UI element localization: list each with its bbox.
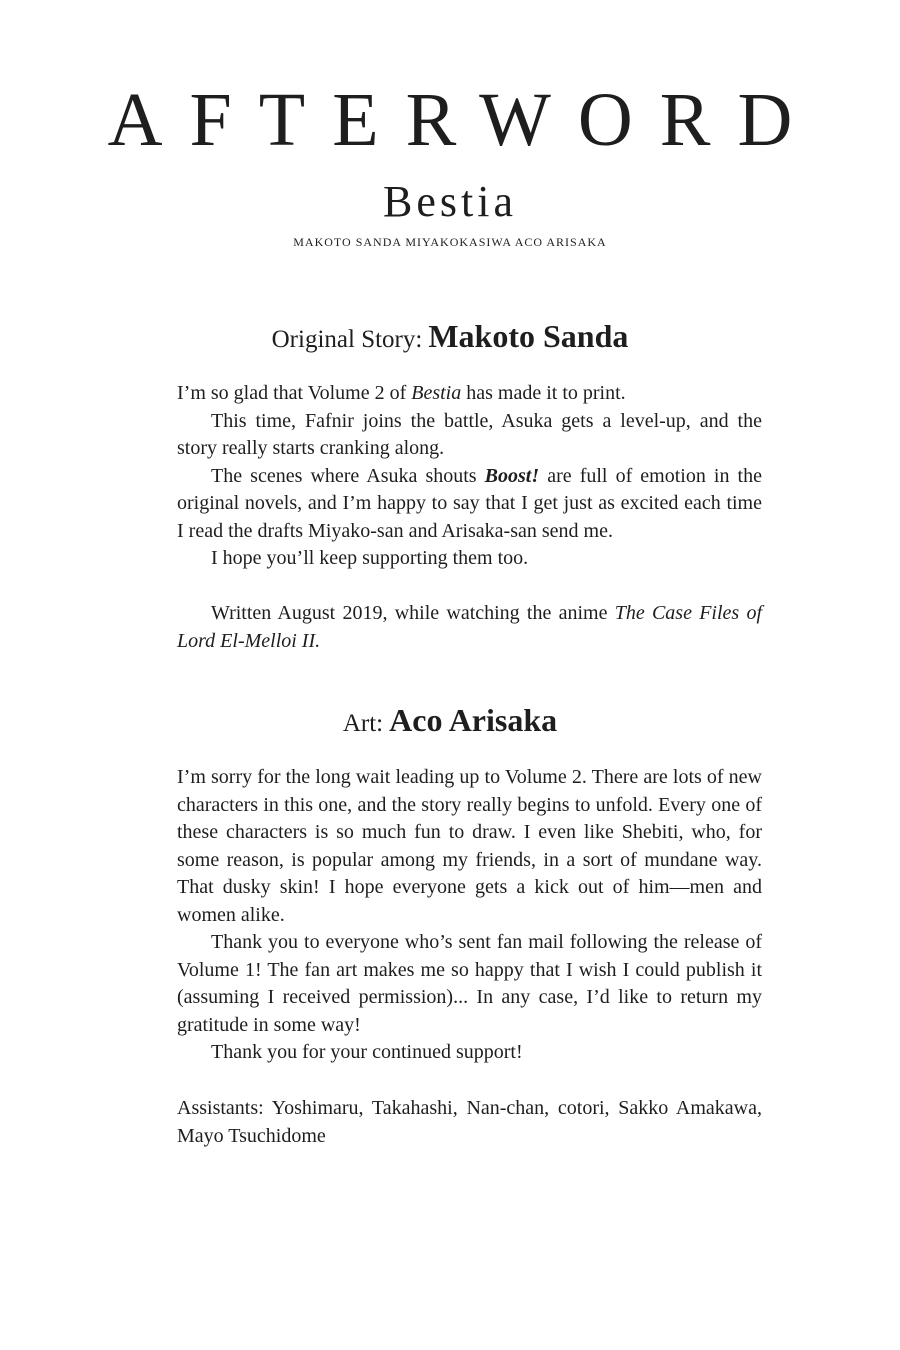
paragraph xyxy=(177,463,762,546)
original-story-text xyxy=(177,380,762,655)
italic-title: The Case Files of Lord El-Melloi II. xyxy=(177,602,762,652)
paragraph: This time, Fafnir joins the battle, Asuka gets a level-up, and the story really starts cranking along. xyxy=(177,409,762,459)
text-run: The scenes where Asuka shouts xyxy=(211,464,485,487)
paragraph: Assistants: Yoshimaru, Takahashi, Nan-chan, cotori, Sakko Amakawa, Mayo Tsuchidome xyxy=(177,1097,762,1147)
section-author-name: Makoto Sanda xyxy=(428,318,629,354)
text-run: I’m so glad that Volume 2 of xyxy=(177,382,412,404)
series-logo: Bestia xyxy=(383,177,517,226)
section-heading-original-story xyxy=(0,320,900,352)
text-run: are full of emotion in the original novels, and I’m happy to say that I get just as excited each time I read the drafts Miyako-san and Arisaka-san send me. xyxy=(177,464,762,542)
page-title: AFTERWORD xyxy=(107,78,820,162)
credits-line: MAKOTO SANDA MIYAKOKASIWA ACO ARISAKA xyxy=(293,235,607,249)
emphasis: Boost! xyxy=(484,464,540,487)
paragraph xyxy=(177,600,762,655)
section-role-label: Art: xyxy=(342,710,384,737)
paragraph: I hope you’ll keep supporting them too. xyxy=(211,547,529,569)
section-heading-art xyxy=(0,704,900,736)
art-text xyxy=(177,764,762,1067)
paragraph: Thank you for your continued support! xyxy=(211,1041,523,1063)
italic-title: Bestia xyxy=(411,382,462,404)
assistants-credits xyxy=(177,1095,762,1150)
section-role-label: Original Story: xyxy=(271,326,423,353)
paragraph: I’m sorry for the long wait leading up to Volume 2. There are lots of new characters in this one, and the story really begins to unfold. Every one of these characters is so much fun to draw. I even like Shebiti, who, for some reason, is popular among my friends, in a sort of mundane way. That dusky skin! I hope everyone gets a kick out of him—men and women alike. xyxy=(177,766,762,926)
text-run: has made it to print. xyxy=(461,382,626,404)
section-author-name: Aco Arisaka xyxy=(389,702,558,738)
paragraph xyxy=(177,380,762,408)
paragraph: Thank you to everyone who’s sent fan mail following the release of Volume 1! The fan art makes me so happy that I wish I could publish it (assuming I received permission)... In any case, I’d like to return my gratitude in some way! xyxy=(177,931,762,1036)
text-run: Written August 2019, while watching the anime xyxy=(211,602,615,624)
